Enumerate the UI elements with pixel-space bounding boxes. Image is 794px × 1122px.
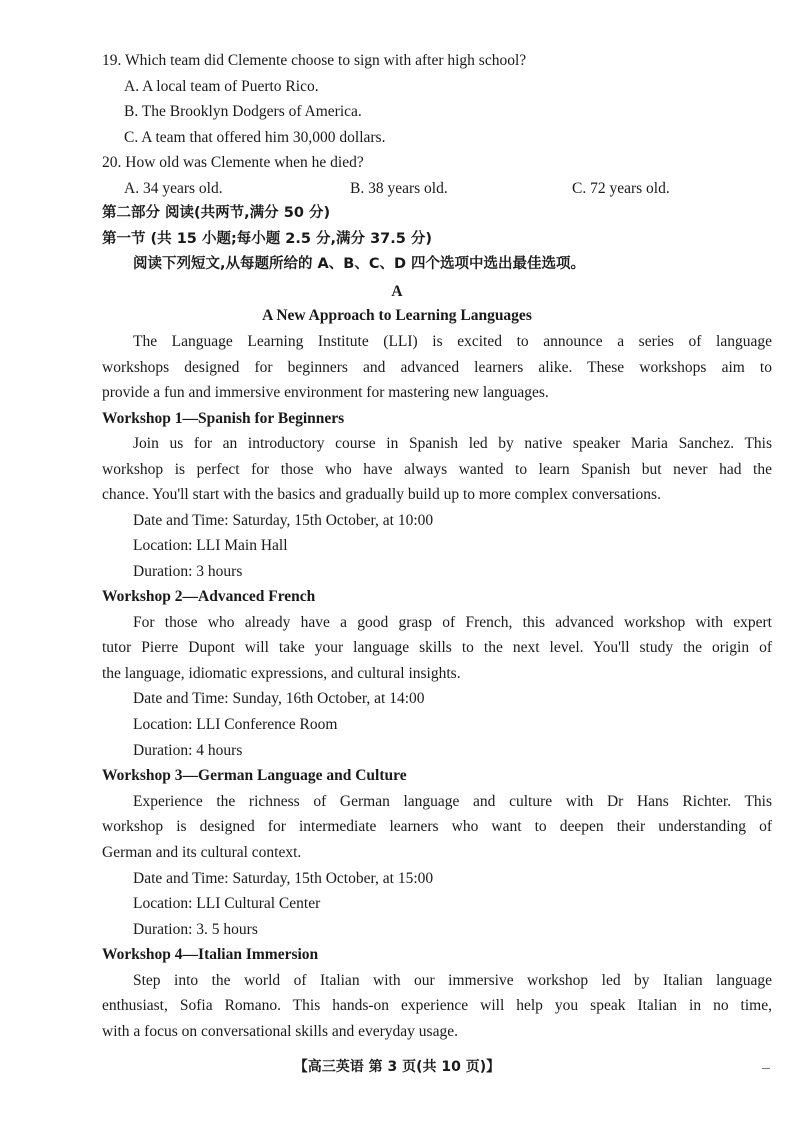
workshop-2-desc-2: tutor Pierre Dupont will take your language skills to the next level. You'll study the origin of: [102, 639, 772, 656]
intro-line-2: workshops designed for beginners and advanced learners alike. These workshops aim to: [102, 359, 772, 376]
passage-title: A New Approach to Learning Languages: [262, 307, 532, 324]
workshop-3-location: Location: LLI Cultural Center: [133, 895, 321, 912]
section-part-heading: 第二部分 阅读(共两节,满分 50 分): [102, 205, 331, 221]
workshop-1-location: Location: LLI Main Hall: [133, 537, 288, 554]
workshop-3-datetime: Date and Time: Saturday, 15th October, at 15:00: [133, 870, 434, 887]
workshop-2-desc-3: the language, idiomatic expressions, and cultural insights.: [102, 665, 461, 682]
question-20-option-b: B. 38 years old.: [350, 180, 448, 197]
subsection-heading: 第一节 (共 15 小题;每小题 2.5 分,满分 37.5 分): [102, 231, 433, 247]
page-footer: 【高三英语 第 3 页(共 10 页)】: [293, 1059, 501, 1075]
question-20-option-c: C. 72 years old.: [572, 180, 670, 197]
workshop-3-duration: Duration: 3. 5 hours: [133, 921, 258, 938]
workshop-1-desc-3: chance. You'll start with the basics and gradually build up to more complex conversations.: [102, 486, 661, 503]
section-instruction: 阅读下列短文,从每题所给的 A、B、C、D 四个选项中选出最佳选项。: [133, 256, 586, 272]
intro-line-1: The Language Learning Institute (LLI) is excited to announce a series of language: [133, 333, 772, 350]
question-19-option-b: B. The Brooklyn Dodgers of America.: [124, 103, 362, 120]
workshop-4-desc-3: with a focus on conversational skills and everyday usage.: [102, 1023, 458, 1040]
workshop-1-datetime: Date and Time: Saturday, 15th October, at 10:00: [133, 512, 434, 529]
question-20-option-a: A. 34 years old.: [124, 180, 223, 197]
workshop-1-desc-2: workshop is perfect for those who have always wanted to learn Spanish but never had the: [102, 461, 772, 478]
workshop-2-heading: Workshop 2—Advanced French: [102, 588, 316, 605]
question-19-option-a: A. A local team of Puerto Rico.: [124, 78, 319, 95]
intro-line-3: provide a fun and immersive environment for mastering new languages.: [102, 384, 549, 401]
workshop-3-desc-3: German and its cultural context.: [102, 844, 302, 861]
workshop-1-desc-1: Join us for an introductory course in Spanish led by native speaker Maria Sanchez. This: [133, 435, 772, 452]
workshop-2-desc-1: For those who already have a good grasp of French, this advanced workshop with expert: [133, 614, 772, 631]
workshop-4-desc-1: Step into the world of Italian with our immersive workshop led by Italian language: [133, 972, 772, 989]
workshop-1-heading: Workshop 1—Spanish for Beginners: [102, 410, 345, 427]
question-20-stem: 20. How old was Clemente when he died?: [102, 154, 364, 171]
passage-letter: A: [391, 283, 403, 300]
workshop-2-duration: Duration: 4 hours: [133, 742, 243, 759]
workshop-3-desc-1: Experience the richness of German language and culture with Dr Hans Richter. This: [133, 793, 772, 810]
workshop-3-desc-2: workshop is designed for intermediate learners who want to deepen their understanding of: [102, 818, 772, 835]
workshop-2-location: Location: LLI Conference Room: [133, 716, 338, 733]
question-19-stem: 19. Which team did Clemente choose to sign with after high school?: [102, 52, 527, 69]
scan-mark: [762, 1068, 770, 1069]
workshop-1-duration: Duration: 3 hours: [133, 563, 243, 580]
workshop-4-heading: Workshop 4—Italian Immersion: [102, 946, 319, 963]
workshop-2-datetime: Date and Time: Sunday, 16th October, at 14:00: [133, 690, 425, 707]
question-19-option-c: C. A team that offered him 30,000 dollars.: [124, 129, 386, 146]
workshop-3-heading: Workshop 3—German Language and Culture: [102, 767, 407, 784]
workshop-4-desc-2: enthusiast, Sofia Romano. This hands-on experience will help you speak Italian in no time,: [102, 997, 772, 1014]
